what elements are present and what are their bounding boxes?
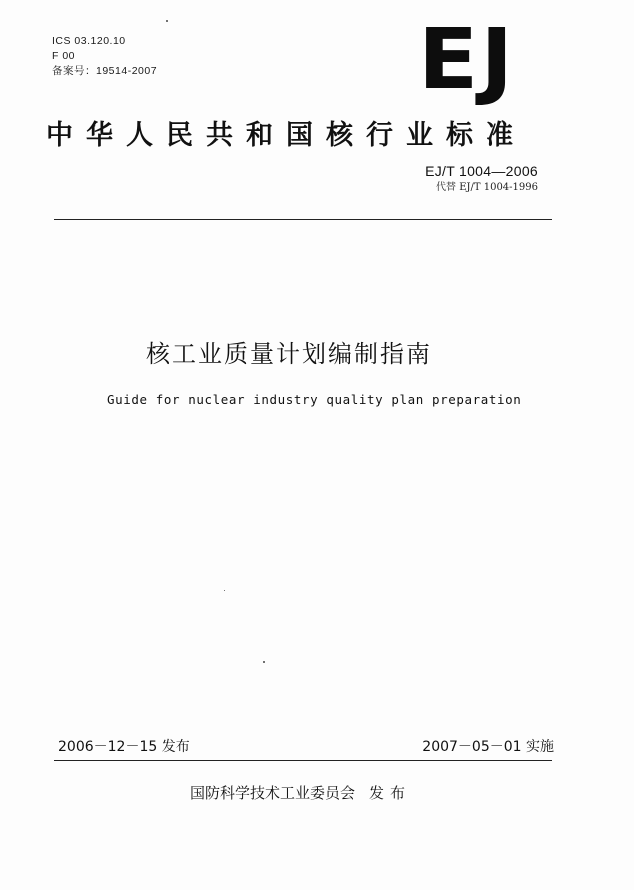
ej-logo: EJ <box>418 10 516 108</box>
standard-number: EJ/T 1004—2006 <box>425 163 538 179</box>
classification-block <box>52 34 157 79</box>
scan-speck <box>263 661 265 663</box>
ics-code: ICS 03.120.10 <box>52 35 126 47</box>
implementation-date: 2007－05－01 实施 <box>422 739 554 755</box>
issuer-name: 国防科学技术工业委员会 <box>190 784 356 802</box>
scan-speck <box>166 20 168 22</box>
record-number: 备案号：19514-2007 <box>52 65 158 77</box>
replaces-standard: 代替 EJ/T 1004-1996 <box>436 182 538 193</box>
classification-code: F 00 <box>52 50 76 62</box>
publish-date: 2006－12－15 发布 <box>58 739 190 755</box>
bottom-divider <box>54 760 552 761</box>
issuer-action: 发布 <box>369 784 412 802</box>
issuer-line <box>190 782 411 804</box>
document-english-title: Guide for nuclear industry quality plan preparation <box>107 392 522 407</box>
standard-category-title: 中华人民共和国核行业标准 <box>46 120 526 151</box>
standard-number-block <box>425 162 538 196</box>
top-divider <box>54 219 552 220</box>
scan-speck <box>224 590 225 591</box>
document-title: 核工业质量计划编制指南 <box>146 340 432 368</box>
